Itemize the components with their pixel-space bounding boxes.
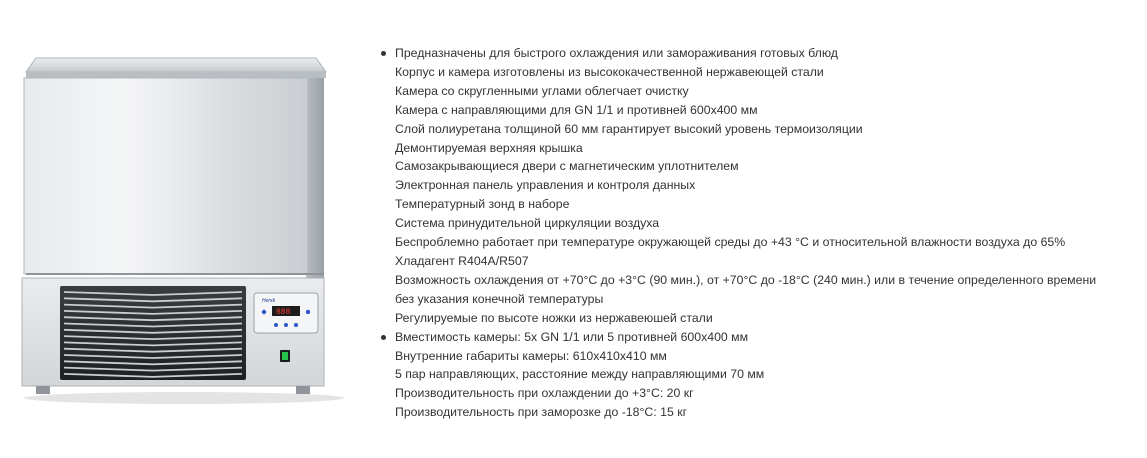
side-panel xyxy=(306,78,324,278)
panel-button-icon xyxy=(262,310,266,314)
display-readout: 888 xyxy=(276,308,291,317)
feature-line: Внутренние габариты камеры: 610x410x410 мм xyxy=(395,348,667,363)
door xyxy=(24,78,308,274)
power-switch-light xyxy=(282,352,288,360)
feature-line: Электронная панель управления и контроля данных xyxy=(395,178,696,193)
feature-line: Температурный зонд в наборе xyxy=(395,197,570,212)
feature-line: Камера с направляющими для GN 1/1 и противней 600x400 мм xyxy=(395,102,758,117)
feature-line: Беспроблемно работает при температуре окружающей среды до +43 °C и относительной влажности воздуха до 65% xyxy=(395,235,1066,250)
feature-line: 5 пар направляющих, расстояние между направляющими 70 мм xyxy=(395,367,765,382)
feature-list xyxy=(378,44,1147,422)
feature-line: Производительность при заморозке до -18°C: 15 кг xyxy=(395,405,688,420)
panel-button-icon xyxy=(294,323,298,327)
feature-line: Система принудительной циркуляции воздуха xyxy=(395,216,660,231)
panel-button-icon xyxy=(274,323,278,327)
feature-line: Регулируемые по высоте ножки из нержавеюшей стали xyxy=(395,310,713,325)
feature-groups xyxy=(378,44,1147,422)
feature-line: Самозакрывающиеся двери с магнетическим уплотнителем xyxy=(395,159,739,174)
feature-group xyxy=(378,44,1147,328)
blast-chiller-illustration xyxy=(14,50,344,410)
feature-line: Возможность охлаждения от +70°C до +3°C (90 мин.), от +70°C до -18°C (240 мин.) или в течение определенного времени xyxy=(395,272,1097,287)
feature-line: Предназначены для быстрого охлаждения или замораживания готовых блюд xyxy=(395,46,838,60)
feature-line: Демонтируемая верхняя крышка xyxy=(395,140,583,155)
panel-brand-logo: Hendi xyxy=(262,298,276,304)
feature-line: Корпус и камера изготовлены из высококачественной нержавеющей стали xyxy=(395,64,824,79)
top-lid-edge xyxy=(26,72,326,78)
feature-group xyxy=(378,328,1147,423)
product-image xyxy=(14,50,344,410)
feature-line: без указания конечной температуры xyxy=(395,291,604,306)
feature-line: Хладагент R404A/R507 xyxy=(395,253,529,268)
feature-line: Слой полиуретана толщиной 60 мм гарантирует высокий уровень термоизоляции xyxy=(395,121,863,136)
feature-line: Производительность при охлаждении до +3°C: 20 кг xyxy=(395,386,694,401)
feature-line: Вместимость камеры: 5x GN 1/1 или 5 противней 600x400 мм xyxy=(395,329,749,344)
top-lid xyxy=(26,58,326,72)
panel-button-icon xyxy=(284,323,288,327)
feature-line: Камера со скругленными углами облегчает очистку xyxy=(395,83,689,98)
foot xyxy=(296,386,310,394)
foot xyxy=(36,386,50,394)
panel-button-icon xyxy=(306,310,310,314)
